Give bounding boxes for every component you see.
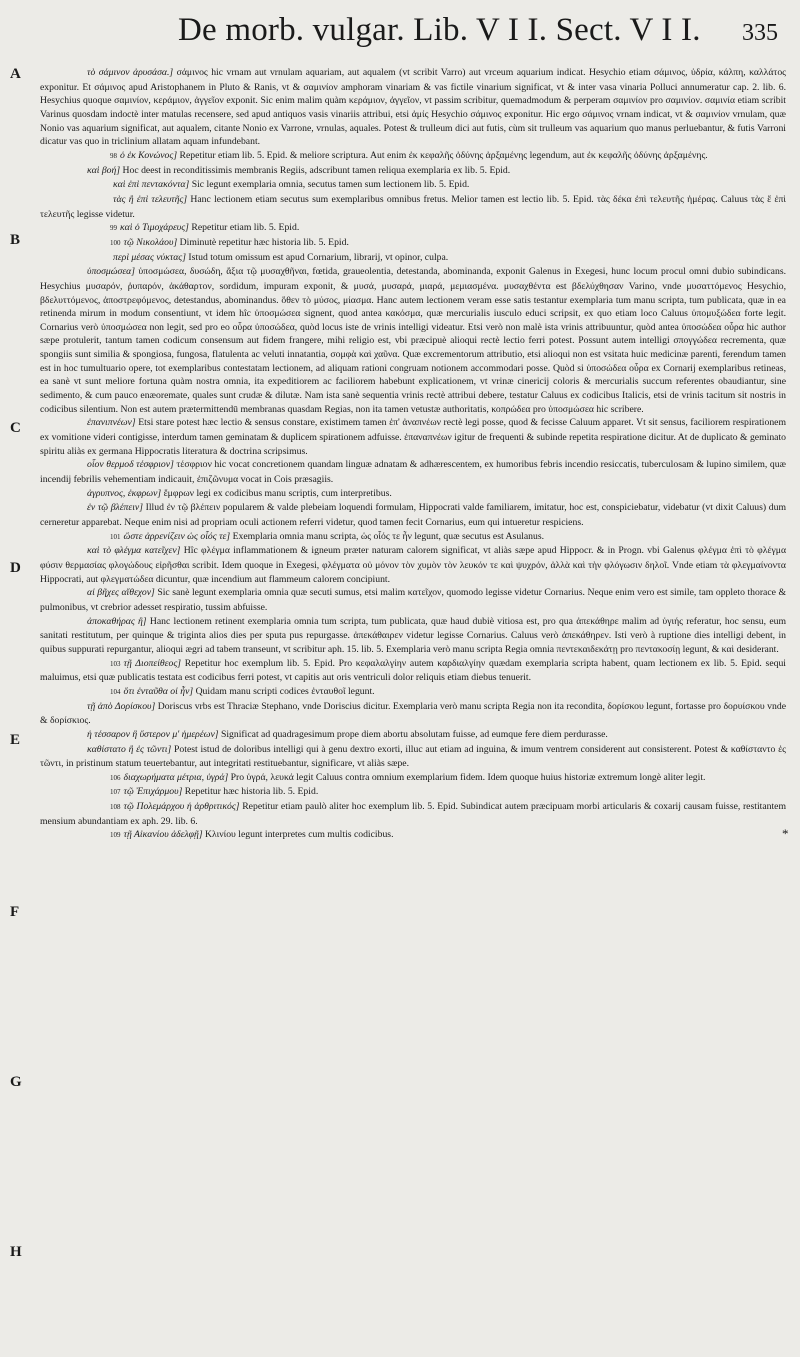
entry-lemma: τῇ Αἰκανίου ἀδελφῇ] xyxy=(123,829,203,841)
entry-lemma: ὁ ἐκ Κονώνος] xyxy=(120,149,178,161)
commentary-entry xyxy=(40,236,786,251)
entry-text: Istud totum omissum est apud Cornarium, librarij, vt opinor, culpa. xyxy=(188,251,449,263)
commentary-entry xyxy=(40,221,786,236)
entry-number: 109 xyxy=(110,831,121,840)
entry-number: 101 xyxy=(110,532,121,541)
commentary-entry xyxy=(40,657,786,685)
commentary-entry xyxy=(40,458,786,486)
entry-number: 106 xyxy=(110,773,121,782)
entry-lemma: τὰς ἢ ἐπὶ τελευτῆς] xyxy=(113,193,188,205)
commentary-entry xyxy=(40,800,786,828)
entry-text: Doriscus vrbs est Thraciæ Stephano, vnde Doriscius dicitur. Exemplaria verò manu scripta Regia non ita recondita, δορίσκου legunt, fortasse pro δορυίσκου vnde & δορίσκιος. xyxy=(40,700,786,727)
entry-lemma: καθίστατο ἢ ἐς τῶντι] xyxy=(87,743,172,755)
margin-letter-a: A xyxy=(10,66,21,82)
margin-letter-d: D xyxy=(10,560,21,576)
commentary-entry xyxy=(40,66,786,149)
entry-text: τέσφριον hic vocat concretionem quandam linguæ adnatam & adhærescentem, ex humoribus febris incendio resiccatis, tuberculosam & lupino similem, quæ incendij febrilis vehementiam indicauit, ἐπιζῶνυμα vocat in Cois præsagiis. xyxy=(40,459,786,486)
entry-text: Quidam manu scripti codices ἐνταυθοῖ legunt. xyxy=(195,685,375,697)
commentary-entry xyxy=(40,530,786,545)
commentary-entry xyxy=(40,416,786,458)
entry-lemma: τὸ σάμινον ἀρυσάσα.] xyxy=(87,67,174,78)
margin-asterisk: * xyxy=(782,826,789,841)
entry-text: Etsi stare potest hæc lectio & sensus constare, existimem tamen ἐπ' ἀναπνέων rectè legi posse, quod & fecisse Caluum apparet. Vt sit sensus, faciliorem respirationem ex vomitione videri contigisse, interdum tamen geminatam & duplicem spirationem adfuisse. ἐπαναπνέων igitur de frequenti & subinde repetita respiratione dicitur. At de duplicato & geminato spiritu aliàs ex germana Hippocratis literatura & doctrina scripsimus. xyxy=(40,417,787,457)
commentary-entry xyxy=(40,501,786,529)
entry-lemma: τῷ Ἐπιχάρμου] xyxy=(123,786,183,798)
commentary-entry xyxy=(40,743,786,771)
entry-text: Hîc φλέγμα inflammationem & igneum præter naturam calorem significat, vt aliàs sæpe apud Hippocr. & in Progn. vbi Galenus φλέγμα ἐπὶ τὸ φλέγμα φύσιν θερμασίας φλογώδους εἰρῆσθαι scribit. Idem quoque in Exegesi, φλέγματα οὐ μόνον τὸν χυμὸν τὸν λευκόν τε καὶ ψυχρόν, ἀλλὰ καὶ τὴν φλόγωσιν δηλοῖ. Vnde etiam τὰ φλεγμαίνοντα Hippocrati, aut φλεγματώδεα dicuntur, quæ incendium aut flammeum calorem concipiunt. xyxy=(40,545,787,585)
entry-text: Illud ἐν τῷ βλέπειν popularem & valde plebeiam loquendi formulam, Hippocrati valde familiarem, imitatur, hoc est, conspiciebatur, videbatur (vt dixit Caluus) dum cerneretur apparebat. Neque enim nisi ad propriam oculi actionem referri videtur, quod tamen fecit Cornarius, eum qui intueretur respiciens. xyxy=(40,502,787,528)
entry-number: 99 xyxy=(110,224,117,233)
margin-letter-b: B xyxy=(10,232,21,248)
entry-text: Repetitur etiam paulò aliter hoc exemplum lib. 5. Epid. Subindicat autem præcipuam morbi articularis & coxarij causam fuisse, restitantem mensium abundantiam ex aph. 29. lib. 6. xyxy=(40,801,786,827)
margin-letter-f: F xyxy=(10,904,20,920)
margin-letter-c: C xyxy=(10,420,21,436)
entry-text: Potest istud de doloribus intelligi qui à genu dextro exorti, illuc aut etiam ad inguina, & imum ventrem considerent aut consisterent. Potest & καθίσταντο ἐς τῶντι, in pristinum statum teuertebantur, aut integritati restituebantur, significare, vt aliàs sæpe. xyxy=(40,743,786,770)
commentary-entry xyxy=(40,700,786,728)
entry-text: Significat ad quadragesimum prope diem abortu absolutam fuisse, ad eumque fere diem perdurasse. xyxy=(220,728,608,740)
entry-number: 100 xyxy=(110,238,121,247)
commentary-entry xyxy=(40,685,786,700)
entry-lemma: οἷον θερμοδ τέσφριον] xyxy=(87,459,174,471)
entry-lemma: τῷ Πολεμάρχου ἡ ἀρθριτικός] xyxy=(123,801,240,813)
entry-number: 107 xyxy=(110,788,121,797)
entry-text: Diminutè repetitur hæc historia lib. 5. Epid. xyxy=(179,236,349,248)
entry-lemma: ὅτι ἐνταῦθα οἱ ἦν] xyxy=(123,685,194,697)
entry-lemma: διαχωρήματα μέτρια, ὑγρά] xyxy=(123,771,229,783)
commentary-entry xyxy=(40,251,786,266)
entry-text: Repetitur etiam lib. 5. Epid. & meliore scriptura. Aut enim ἐκ κεφαλῆς ὀδύνης ἀρξαμένης legendum, aut ἐκ κεφαλῆς ὀδύνης ἀρξαμένης. xyxy=(179,149,708,161)
entry-lemma: καὶ τὸ φλέγμα κατεῖχεν] xyxy=(87,545,181,557)
commentary-entry xyxy=(40,615,786,657)
entry-number: 98 xyxy=(110,151,117,160)
commentary-entry xyxy=(40,728,786,743)
entry-text: Κλινίου legunt interpretes cum multis codicibus. xyxy=(205,829,394,841)
commentary-entry xyxy=(40,487,786,502)
entry-lemma: καὶ βοή] xyxy=(87,164,121,176)
entry-text: Sic legunt exemplaria omnia, secutus tamen sum lectionem lib. 5. Epid. xyxy=(191,179,470,191)
commentary-entry xyxy=(40,828,786,843)
commentary-entry xyxy=(40,164,786,179)
entry-text: Sic sanè legunt exemplaria omnia quæ secuti sumus, etsi malim κατεῖχον, quomodo legisse videtur Cornarius. Neque enim vero est simile, tam oppleto thorace & pulmonibus, vt crebrior adesset respiratio, tussim abfuisse. xyxy=(40,587,786,613)
margin-letter-h: H xyxy=(10,1244,22,1260)
entry-lemma: τῇ ἀπὸ Δορίσκου] xyxy=(87,700,156,712)
entry-text: Hoc deest in reconditissimis membranis Regiis, adscribunt tamen reliqua exemplaria ex lib. 5. Epid. xyxy=(122,164,511,176)
entry-lemma: ἐν τῷ βλέπειν] xyxy=(87,502,143,514)
entry-number: 103 xyxy=(110,659,121,668)
entry-text: ὑποσμώσεα, δυσώδη, ἄξια τῷ μυσαχθῆναι, fœtida, graueolentia, detestanda, abominanda, exponit Galenus in Exegesi, hunc locum procul omni dubio subindicans. Hesychius μυσαρόν, ῥυπαρόν, ἀκάθαρτον, sordidum, impuram exponit, & μυσά, μυσαρά, μιαρά, μεμιασμένα. μυσαχθέντα est βδελύχθησαν Varino, vnde μυσαττόμενος Hesychio, βδελυττόμενος, ἀποστρεφόμενος, detestandus, abominandus. ὅθεν τὸ μύσος, μίασμα. Hanc autem lectionem veram esse satis testantur exemplaria tum manu scripta, tum publicata, quæ in ea retinenda mirum in modum consentiunt, vt idem hîc ὑποσμώσεα signent, quod antea κακόσμα, quæ mercurialis iusculo educi scripsit, ex quo etiam loco Caluus ὑπομυξώδεα forte legit. Cornarius verò ὑποσμώσεα non legit, sed pro eo οὖρα ὑποσώδεα, quòd locus iste de vrinis intelligi videatur. Etsi verò non malè ista vrinis attribuuntur, quòd antea ὑποσώδεα οὖρα hic author sæpe protulerit, tantum tamen codicum consensum aut fidem frangere, mihi religio est, vbi præcipuè alioqui rectè lectio ferri potest. Possunt autem intelligi σπογγώδεα recrementa, quæ spongiis sunt similia & spongiosa, fungosa, flatulenta ac veluti innatantia, σομφὰ καὶ χαῦνα. Quæ excrementorum attributio, etsi alioqui non est vsitata huic medicinæ parenti, ferendum tamen est in hoc tumultuario opere, tot exemplaribus contestatam lectionem, ad aliquam rationi congruam notionem accommodari posse. Quòd si ὑποσώδεα οὖρα ex Cornarij exemplaribus retineas, ea sanè vt sunt meliore fortuna quàm nostra omnia, ita expeditiorem ac faciliorem habebunt explicationem, vt vrinæ cinericij coloris & mercurialis succum referentes obaudiantur, sine sedimento, & cum pauco enæoremate, quales sunt crudæ & dilutæ. Nam ista sanè sequentia vrinis rectè attribui debere, testatur Caluus ex codicibus Italicis, etsi de vrinis tacitum sit nostris in codicibus silentium. Non est autem prætermittendū membranas quasdam Regias, non ita tamen vetustæ authoritatis, κοπρώδεα pro ὑποσμώσεα hic scribere. xyxy=(40,266,787,415)
entry-lemma: ἀγρυπνος, ἐκφρων] xyxy=(87,487,162,499)
entry-lemma: καὶ ὁ Τιμοχάρευς] xyxy=(120,222,189,234)
entry-text: Hanc lectionem etiam secutus sum exemplaribus omnibus fretus. Melior tamen est lectio lib. 5. Epid. τὰς δέκα ἐπὶ τελευτῆς ἡμέρας. Caluus τὰς ἕ ἐπὶ τελευτῆς legisse videtur. xyxy=(40,193,786,220)
running-header xyxy=(0,6,800,58)
entry-lemma: περὶ μέσας νύκτας] xyxy=(113,251,186,263)
entry-number: 104 xyxy=(110,687,121,696)
page-number: 335 xyxy=(742,20,778,46)
margin-letter-e: E xyxy=(10,732,21,748)
commentary-entry xyxy=(40,785,786,800)
margin-letter-g: G xyxy=(10,1074,22,1090)
entry-lemma: καὶ ἐπὶ πεντακόντα] xyxy=(113,179,190,191)
entry-lemma: ἐπανιπνέων] xyxy=(87,417,136,429)
commentary-entry xyxy=(40,178,786,193)
commentary-entry xyxy=(40,771,786,786)
entry-text: Repetitur etiam lib. 5. Epid. xyxy=(191,222,300,234)
entry-lemma: ὑποσμώσεα] xyxy=(87,266,135,278)
entry-text: Repetitur hoc exemplum lib. 5. Epid. Pro κεφαλαλγίην autem καρδιαλγίην quædam exemplaria scripta habent, quam lectionem ex lib. 5. Epid. sequi maluimus, etsi quæ publicatis testata est codicibus ferri potest, vt capitis aut oris ventriculi dolor reliquis etiam diebus tenuerit. xyxy=(40,657,787,684)
entry-text: Pro ὑγρά, λευκά legit Caluus contra omnium exemplarium fidem. Idem quoque huius historiæ extremum longè aliter legit. xyxy=(230,771,706,783)
entry-text: Hanc lectionem retinent exemplaria omnia tum scripta, tum publicata, quæ haud dubiè vitiosa est, pro qua ἀπεκάθηρε malim ad ὑγιής referatur, hoc sensu, eum sanitati restitutum, per quinque & triginta alios dies per sputa pus repurgasse. ἀπεκάθαιρεν videtur legisse Cornarius. Caluus verò ἀπεκάθηρεν. Isti verò à ruptione dies intelligi debent, in quibus suppurati repurgantur, alioqui ægri ad tabem transeunt, vt scribitur aph. 15. lib. 5. Exemplaria verò manu scripta Regia omnia πεντεκαιδεκάτῃ pro πεντακοσίῃ legunt, & καὶ desiderant. xyxy=(40,615,787,655)
entry-lemma: ἡ τέσσαρον ἢ ὕστερον μ' ἡμερέων] xyxy=(87,728,219,740)
entry-lemma: ὥστε ἀρρενίζειν ὡς οἷός τε] xyxy=(123,530,231,542)
entry-lemma: τῷ Νικολάου] xyxy=(123,236,178,248)
entry-lemma: τῇ Διοπείθεος] xyxy=(123,657,182,669)
commentary-entry xyxy=(40,544,786,586)
entry-text: Exemplaria omnia manu scripta, ὡς οἷός τε ἦν legunt, quæ secutus est Asulanus. xyxy=(232,530,545,542)
entry-lemma: ἀποκαθήρας ἢ] xyxy=(87,615,147,627)
entry-number: 108 xyxy=(110,803,121,812)
commentary-body xyxy=(40,66,786,843)
commentary-entry xyxy=(40,586,786,614)
commentary-entry xyxy=(40,265,786,416)
commentary-entry xyxy=(40,149,786,164)
running-title: De morb. vulgar. Lib. V I I. Sect. V I I. xyxy=(178,12,701,48)
entry-text: σάμινος hic vrnam aut vrnulam aquariam, aut aqualem (vt scribit Varro) aut vrceum aquarium indicat. Hesychio etiam σάμινος, ὑδρία, κάλπη, καλλάτος exponitur. Et σάμινος apud Aristophanem in Pluto & Ranis, vt & σαμινίον amphoram vinariam & vas fictile vinarium significat, vt & inter vasa vinaria Polluci annumeratur cap. 2. lib. 6. Hesychius quoque σαμινίον, κεράμιον, ἀγγεῖον exponit. Sic enim malim quàm κεράμιον, ἀγγεῖον, vt passim scribitur, quemadmodum & perperam σαμινίον pro σαμινίον. σαμινία etiam scribit Varinus quosdam indoctè inter matulas recensere, sed apud antiquos vasis vinariis attribui, etsi ἀμίς Hesychio σάμινος exponitur. Hic ergo σάμινος vrnam indicat, vt & σαμινίον vrnulam, quæ Nonio vas aquarium significat, aut aqualem, citante Nonio ex Varrone, vrnulas, aquales. Potest & trulleum dici aut futis, cùm sit trulleum vas aquarium quo manus perluebantur, & futis Varroni dicatur vas quo in triclinium allatam aquam infundebant. xyxy=(40,67,786,148)
entry-text: ἔμφρων legi ex codicibus manu scriptis, cum interpretibus. xyxy=(163,487,392,499)
commentary-entry xyxy=(40,193,786,221)
entry-lemma: αἱ βῆχες αἴθεχον] xyxy=(87,587,155,599)
entry-text: Repetitur hæc historia lib. 5. Epid. xyxy=(184,786,319,798)
